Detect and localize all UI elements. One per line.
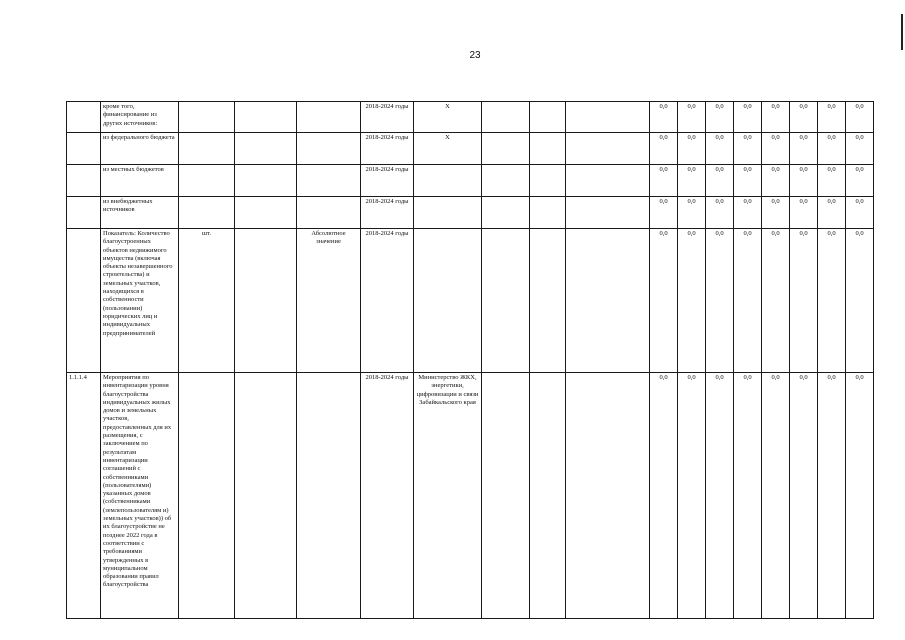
row-value: 0,0 <box>790 133 818 165</box>
row-number <box>67 229 101 373</box>
row-value: 0,0 <box>762 197 790 229</box>
row-value: 0,0 <box>650 102 678 133</box>
row-period: 2018-2024 годы <box>361 102 414 133</box>
table-row <box>67 165 874 197</box>
row-empty-cell <box>530 229 566 373</box>
row-value: 0,0 <box>818 133 846 165</box>
row-name: из внебюджетных источников <box>101 197 179 229</box>
row-value: 0,0 <box>706 102 734 133</box>
row-value: 0,0 <box>706 165 734 197</box>
row-period: 2018-2024 годы <box>361 133 414 165</box>
row-value: 0,0 <box>678 229 706 373</box>
row-value: 0,0 <box>790 165 818 197</box>
row-value: 0,0 <box>818 373 846 619</box>
row-empty-cell <box>566 229 650 373</box>
row-empty-cell <box>482 197 530 229</box>
row-value: 0,0 <box>706 229 734 373</box>
row-value: 0,0 <box>650 229 678 373</box>
row-executor <box>414 197 482 229</box>
row-value: 0,0 <box>678 197 706 229</box>
row-value: 0,0 <box>734 197 762 229</box>
row-empty-cell <box>530 197 566 229</box>
row-number <box>67 197 101 229</box>
row-executor <box>414 165 482 197</box>
row-unit: шт. <box>179 229 235 373</box>
row-value: 0,0 <box>790 102 818 133</box>
row-value: 0,0 <box>650 197 678 229</box>
table-row <box>67 102 874 133</box>
page-edge-mark <box>901 14 903 50</box>
row-number <box>67 102 101 133</box>
row-number: 1.1.1.4 <box>67 373 101 619</box>
row-col3 <box>235 229 297 373</box>
row-empty-cell <box>566 102 650 133</box>
row-unit <box>179 133 235 165</box>
row-empty-cell <box>482 102 530 133</box>
row-empty-cell <box>566 165 650 197</box>
row-unit <box>179 373 235 619</box>
row-name: из федерального бюджета <box>101 133 179 165</box>
row-col4 <box>297 197 361 229</box>
row-value: 0,0 <box>650 373 678 619</box>
row-executor: Х <box>414 102 482 133</box>
row-value: 0,0 <box>678 102 706 133</box>
row-value: 0,0 <box>734 165 762 197</box>
row-value: 0,0 <box>762 165 790 197</box>
row-empty-cell <box>566 373 650 619</box>
row-value: 0,0 <box>650 133 678 165</box>
row-empty-cell <box>530 165 566 197</box>
row-col3 <box>235 133 297 165</box>
row-empty-cell <box>566 133 650 165</box>
row-empty-cell <box>566 197 650 229</box>
row-unit <box>179 102 235 133</box>
row-value: 0,0 <box>762 373 790 619</box>
row-col3 <box>235 165 297 197</box>
budget-table <box>66 101 874 619</box>
row-number <box>67 165 101 197</box>
row-value: 0,0 <box>706 197 734 229</box>
row-col4 <box>297 373 361 619</box>
row-col4 <box>297 165 361 197</box>
row-name: кроме того, финансирование из других источников: <box>101 102 179 133</box>
row-value: 0,0 <box>650 165 678 197</box>
row-name: Показатель: Количество благоустроенных объектов недвижимого имущества (включая объекты незавершенного строительства) и земельных участков, находящихся в собственности (пользовании) юридических лиц и индивидуальных предпринимателей <box>101 229 179 373</box>
row-value: 0,0 <box>706 373 734 619</box>
row-empty-cell <box>482 373 530 619</box>
row-name: Мероприятия по инвентаризации уровня благоустройства индивидуальных жилых домов и земельных участков, предоставленных для их размещения, с заключением по результатам инвентаризации соглашений с собственниками (пользователями) указанных домов (собственниками (землепользователям и) земельных участков)) об их благоустройстве не позднее 2022 года в соответствии с требованиями утвержденных в муниципальном образовании правил благоустройства <box>101 373 179 619</box>
row-col4 <box>297 102 361 133</box>
row-empty-cell <box>530 102 566 133</box>
row-executor: Министерство ЖКХ, энергетики, цифровизации и связи Забайкальского края <box>414 373 482 619</box>
row-col3 <box>235 197 297 229</box>
row-value: 0,0 <box>846 102 874 133</box>
row-value: 0,0 <box>846 373 874 619</box>
row-value: 0,0 <box>846 197 874 229</box>
row-col4 <box>297 133 361 165</box>
row-executor: Х <box>414 133 482 165</box>
row-value: 0,0 <box>790 197 818 229</box>
row-value: 0,0 <box>734 373 762 619</box>
table-row <box>67 133 874 165</box>
row-value: 0,0 <box>846 133 874 165</box>
row-value: 0,0 <box>678 165 706 197</box>
row-value: 0,0 <box>734 102 762 133</box>
row-value: 0,0 <box>818 229 846 373</box>
row-name: из местных бюджетов <box>101 165 179 197</box>
table-row <box>67 229 874 373</box>
row-value: 0,0 <box>818 102 846 133</box>
row-value: 0,0 <box>734 133 762 165</box>
row-number <box>67 133 101 165</box>
row-col3 <box>235 373 297 619</box>
row-value: 0,0 <box>818 197 846 229</box>
row-empty-cell <box>482 133 530 165</box>
row-unit <box>179 197 235 229</box>
table-row <box>67 197 874 229</box>
row-unit <box>179 165 235 197</box>
row-period: 2018-2024 годы <box>361 229 414 373</box>
table-row <box>67 373 874 619</box>
row-period: 2018-2024 годы <box>361 197 414 229</box>
row-value: 0,0 <box>818 165 846 197</box>
row-value: 0,0 <box>790 229 818 373</box>
row-value: 0,0 <box>762 229 790 373</box>
row-value: 0,0 <box>790 373 818 619</box>
row-period: 2018-2024 годы <box>361 373 414 619</box>
row-value: 0,0 <box>706 133 734 165</box>
row-empty-cell <box>530 373 566 619</box>
row-period: 2018-2024 годы <box>361 165 414 197</box>
row-col4: Абсолютное значение <box>297 229 361 373</box>
row-executor <box>414 229 482 373</box>
row-value: 0,0 <box>678 133 706 165</box>
page-number: 23 <box>469 50 481 61</box>
row-col3 <box>235 102 297 133</box>
row-value: 0,0 <box>846 165 874 197</box>
row-empty-cell <box>482 165 530 197</box>
row-empty-cell <box>530 133 566 165</box>
row-value: 0,0 <box>762 102 790 133</box>
row-empty-cell <box>482 229 530 373</box>
row-value: 0,0 <box>678 373 706 619</box>
row-value: 0,0 <box>734 229 762 373</box>
row-value: 0,0 <box>762 133 790 165</box>
row-value: 0,0 <box>846 229 874 373</box>
